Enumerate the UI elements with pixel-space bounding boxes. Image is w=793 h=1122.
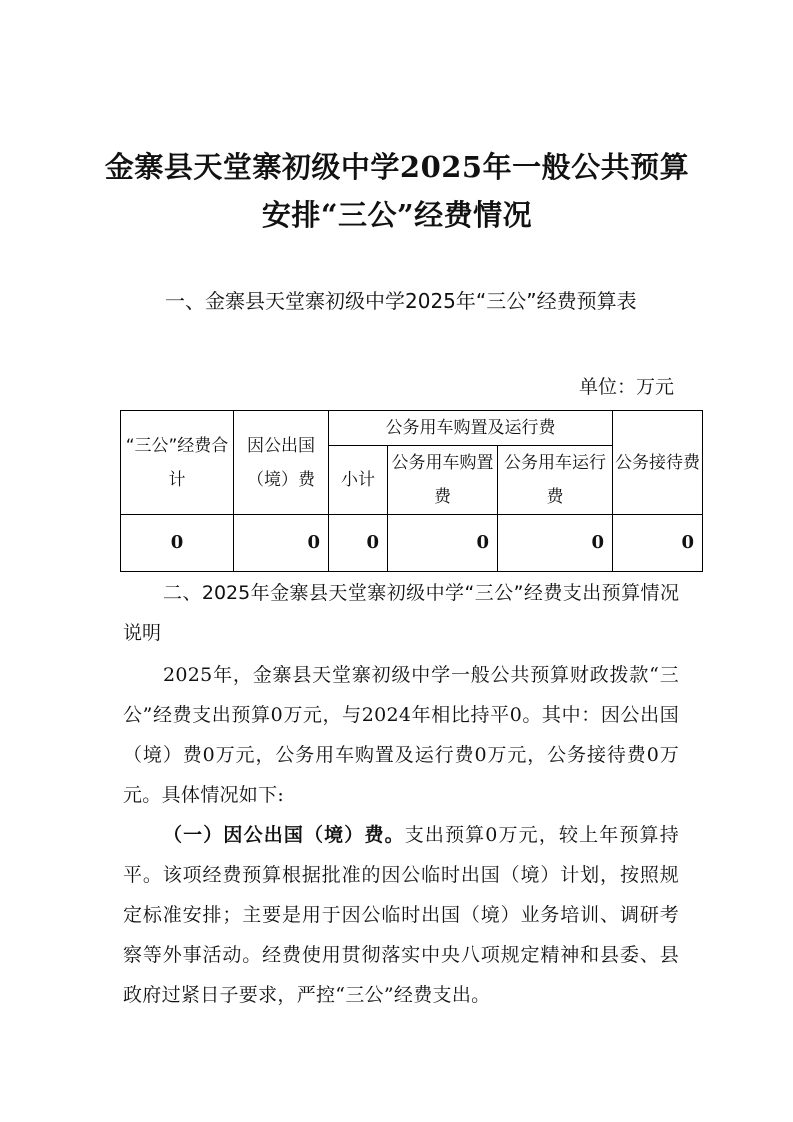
header-reception: 公务接待费 (613, 411, 703, 515)
header-subtotal: 小计 (329, 446, 388, 515)
table-row (121, 515, 703, 572)
value-purchase: 0 (388, 515, 498, 572)
value-reception: 0 (613, 515, 703, 572)
value-total: 0 (121, 515, 234, 572)
header-purchase: 公务用车购置费 (388, 446, 498, 515)
value-abroad: 0 (234, 515, 329, 572)
section1-heading: 一、金寨县天堂寨初级中学2025年“三公”经费预算表 (165, 289, 637, 313)
document-title: 金寨县天堂寨初级中学2025年一般公共预算安排“三公”经费情况 (104, 150, 690, 232)
paragraph-abroad (123, 815, 679, 1015)
value-operation: 0 (498, 515, 613, 572)
paragraph-summary: 2025年，金寨县天堂寨初级中学一般公共预算财政拨款“三公”经费支出预算0万元，与2024年相比持平0。其中：因公出国（境）费0万元，公务用车购置及运行费0万元，公务接待费0万元。具体情况如下: (123, 664, 679, 806)
header-operation: 公务用车运行费 (498, 446, 613, 515)
value-subtotal: 0 (329, 515, 388, 572)
unit-label: 单位：万元 (578, 376, 674, 398)
budget-table (120, 410, 703, 572)
section2-heading: 二、2025年金寨县天堂寨初级中学“三公”经费支出预算情况说明 (123, 582, 679, 644)
paragraph-abroad-body: 支出预算0万元，较上年预算持平。该项经费预算根据批准的因公临时出国（境）计划，按照规定标准安排；主要是用于因公临时出国（境）业务培训、调研考察等外事活动。经费使用贯彻落实中央八项规定精神和县委、县政府过紧日子要求，严控“三公”经费支出。 (123, 824, 679, 1006)
header-vehicle-group: 公务用车购置及运行费 (329, 411, 613, 446)
header-abroad: 因公出国（境）费 (234, 411, 329, 515)
header-total: “三公”经费合计 (121, 411, 234, 515)
paragraph-abroad-lead: （一）因公出国（境）费。 (163, 824, 405, 846)
